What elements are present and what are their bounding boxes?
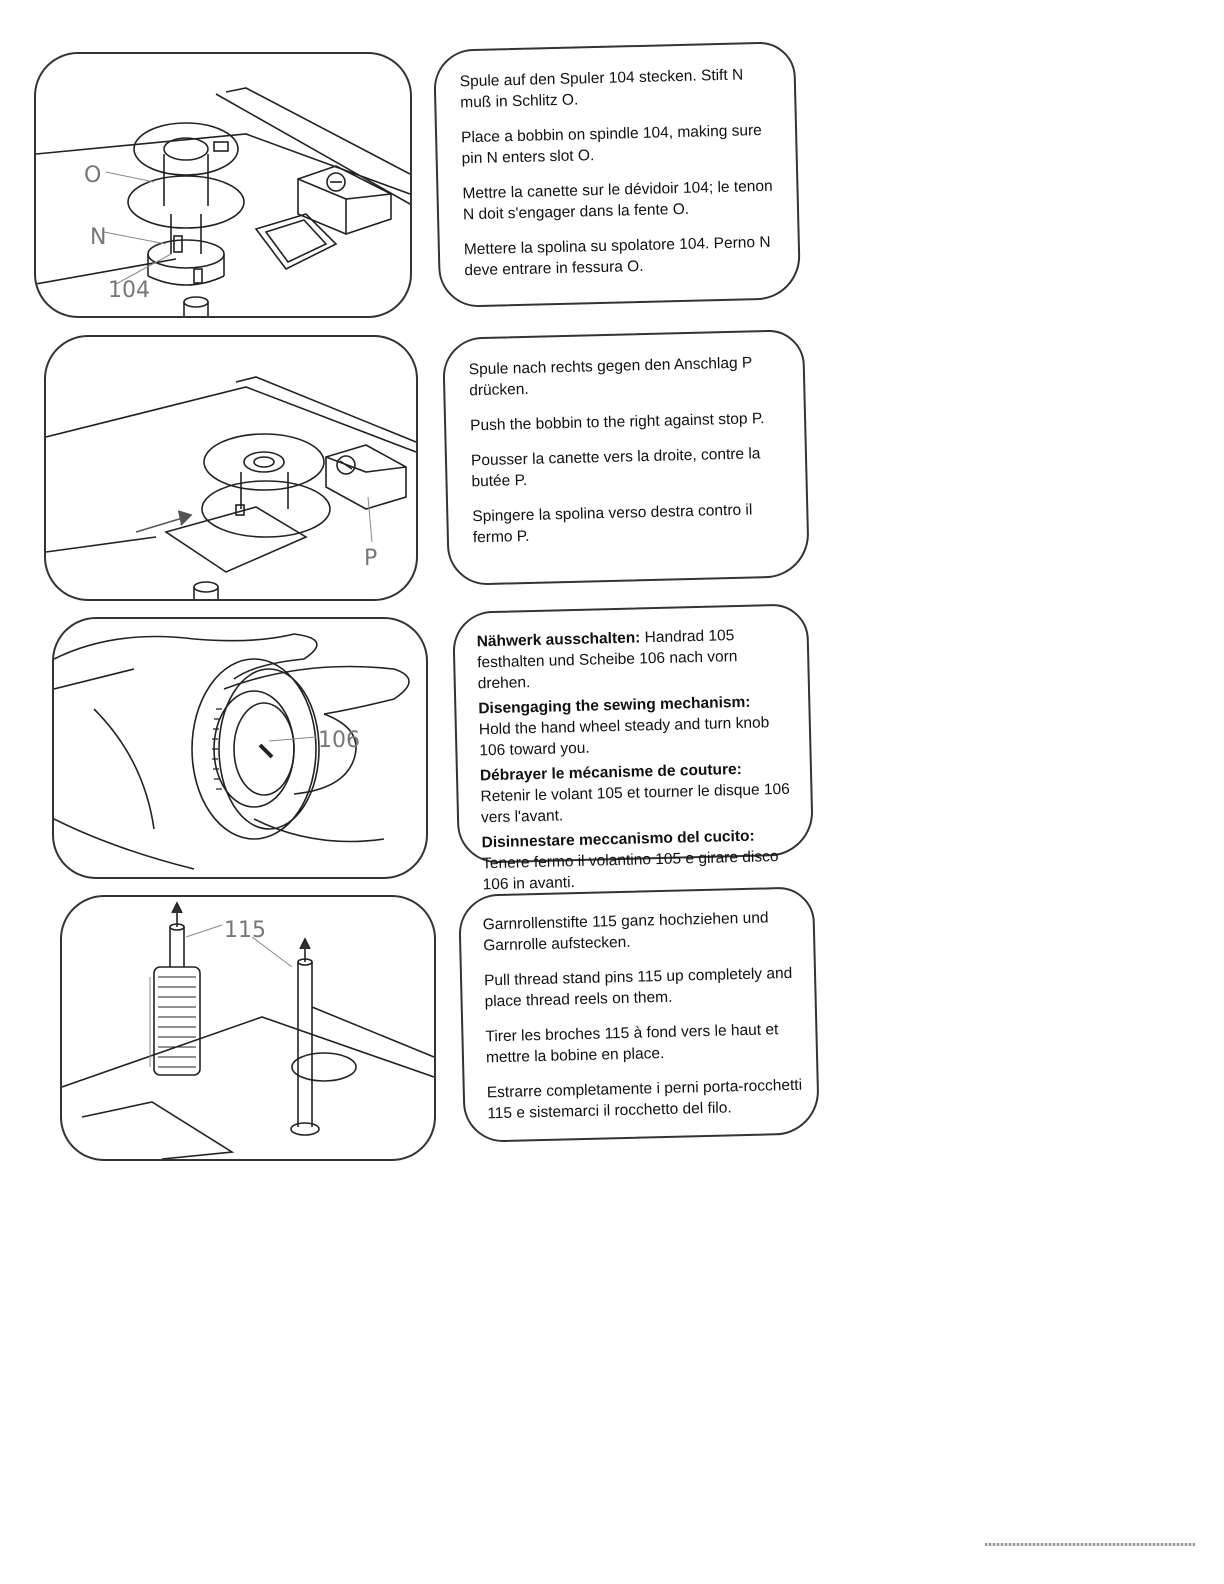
bobbin-spindle-drawing xyxy=(36,54,410,316)
text-it: Estrarre completamente i perni porta-rocchetti 115 e sistemarci il rocchetto del filo. xyxy=(486,1076,803,1123)
heading-de: Nähwerk ausschalten: xyxy=(476,629,641,651)
text-fr: Tirer les broches 115 à fond vers le haut et mettre la bobine en place. xyxy=(485,1021,779,1067)
text-en: Pull thread stand pins 115 up completely and place thread reels on them. xyxy=(483,964,793,1011)
scan-artifact xyxy=(985,1543,1195,1546)
heading-it: Disinnestare meccanismo del cucito: xyxy=(481,827,755,852)
section-en xyxy=(478,691,795,762)
label-pins-115: 115 xyxy=(224,918,266,943)
body-en: Hold the hand wheel steady and turn knob 106 toward you. xyxy=(478,714,770,760)
heading-fr: Débrayer le mécanisme de couture: xyxy=(479,760,743,785)
section-fr xyxy=(480,758,797,829)
section-de xyxy=(476,624,793,695)
label-stop-p: P xyxy=(364,546,378,571)
bobbin-push-drawing xyxy=(46,337,416,599)
text-fr: Mettre la canette sur le dévidoir 104; le tenon N doit s'engager dans la fente O. xyxy=(462,177,773,224)
illustration-bobbin-push-right xyxy=(44,335,418,601)
instruction-box-1 xyxy=(433,41,801,308)
body-de: Handrad 105 festhalten und Scheibe 106 nach vorn drehen. xyxy=(477,627,738,693)
instruction-box-3 xyxy=(452,603,814,894)
illustration-hand-wheel xyxy=(52,617,428,879)
text-fr: Pousser la canette vers la droite, contre la butée P. xyxy=(470,445,761,491)
text-de: Spule auf den Spuler 104 stecken. Stift N muß in Schlitz O. xyxy=(459,66,744,112)
instruction-box-2 xyxy=(442,329,810,586)
hand-wheel-drawing xyxy=(54,619,426,877)
thread-pins-drawing xyxy=(62,897,434,1159)
text-it: Spingere la spolina verso destra contro il fermo P. xyxy=(472,501,753,547)
label-pin-n: N xyxy=(90,225,107,250)
section-it xyxy=(481,825,798,896)
text-en: Place a bobbin on spindle 104, making sure pin N enters slot O. xyxy=(460,121,763,168)
body-it: Tenere fermo il volantino 105 e girare disco 106 in avanti. xyxy=(481,848,779,894)
text-de: Garnrollenstifte 115 ganz hochziehen und Garnrolle aufstecken. xyxy=(482,909,769,955)
illustration-bobbin-on-spindle xyxy=(34,52,412,318)
text-it: Mettere la spolina su spolatore 104. Perno N deve entrare in fessura O. xyxy=(463,233,771,280)
label-slot-o: O xyxy=(84,163,102,188)
label-spindle-104: 104 xyxy=(108,278,150,303)
illustration-thread-pins xyxy=(60,895,436,1161)
text-en: Push the bobbin to the right against stop P. xyxy=(469,410,765,435)
label-knob-106: 106 xyxy=(318,728,360,753)
instruction-box-4 xyxy=(458,886,820,1143)
body-fr: Retenir le volant 105 et tourner le disque 106 vers l'avant. xyxy=(480,780,790,827)
text-de: Spule nach rechts gegen den Anschlag P drücken. xyxy=(468,354,753,400)
heading-en: Disengaging the sewing mechanism: xyxy=(478,693,751,718)
